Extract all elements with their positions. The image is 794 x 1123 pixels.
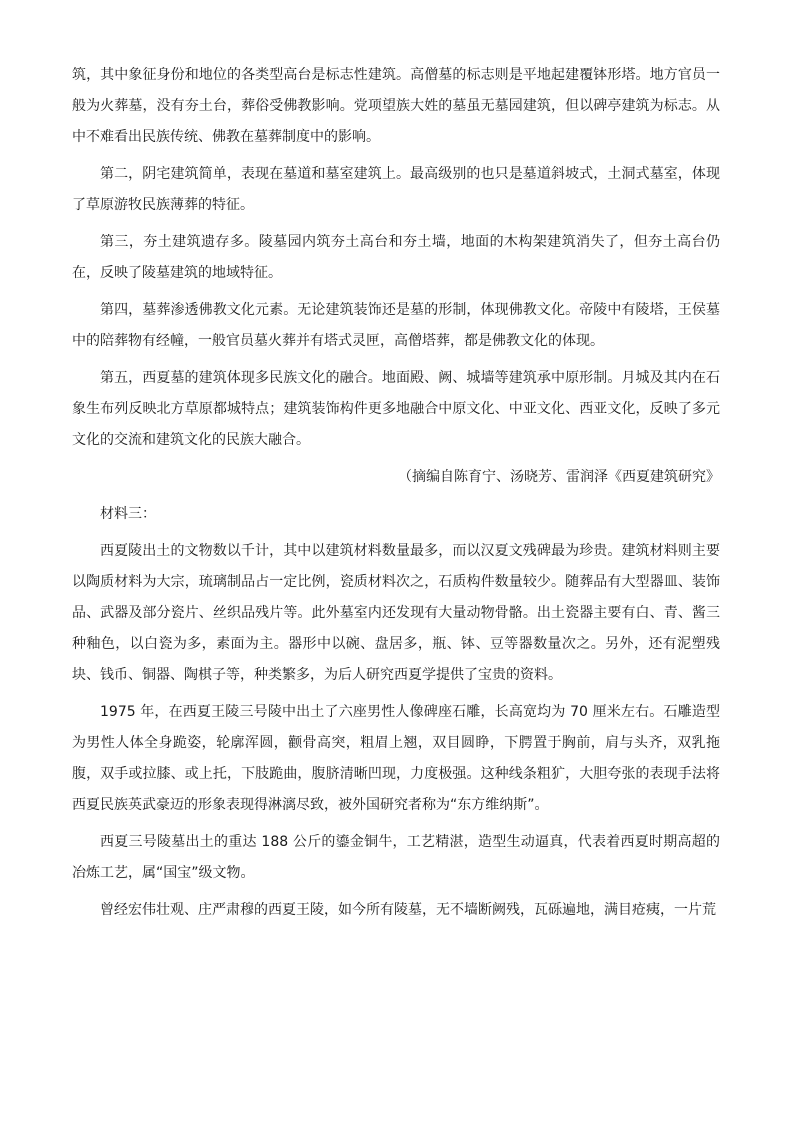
material-paragraph-ruins: 曾经宏伟壮观、庄严肃穆的西夏王陵，如今所有陵墓，无不墙断阙残，瓦砾遍地，满目疮痍，一片荒 — [100, 902, 716, 918]
paragraph-point-five: 第五，西夏墓的建筑体现多民族文化的融合。地面殿、阙、城墙等建筑承中原形制。月城及其内在石象生布列反映北方草原都城特点；建筑装饰构件更多地融合中原文化、中亚文化、西亚文化，反映了多元文化的交流和建筑文化的民族大融合。 — [72, 370, 720, 448]
paragraph-point-four: 第四，墓葬渗透佛教文化元素。无论建筑装饰还是墓的形制，体现佛教文化。帝陵中有陵塔，王侯墓中的陪葬物有经幢，一般官员墓火葬并有塔式灵匣，高僧塔葬，都是佛教文化的体现。 — [72, 302, 720, 349]
material-paragraph-artifacts: 西夏陵出土的文物数以千计，其中以建筑材料数量最多，而以汉夏文残碑最为珍贵。建筑材料则主要以陶质材料为大宗，琉璃制品占一定比例，瓷质材料次之，石质构件数量较少。随葬品有大型器皿、装饰品、武器及部分瓷片、丝织品残片等。此外墓室内还发现有大量动物骨骼。出土瓷器主要有白、青、酱三种釉色，以白瓷为多，素面为主。器形中以碗、盘居多，瓶、钵、豆等器数量次之。另外，还有泥塑残块、钱币、铜器、陶棋子等，种类繁多，为后人研究西夏学提供了宝贵的资料。 — [72, 543, 720, 683]
paragraph-point-two: 第二，阴宅建筑简单，表现在墓道和墓室建筑上。最高级别的也只是墓道斜坡式，土洞式墓室，体现了草原游牧民族薄葬的特征。 — [72, 166, 720, 213]
source-citation: （摘编自陈育宁、汤晓芳、雷润泽《西夏建筑研究》 — [398, 469, 720, 485]
material-three-label: 材料三： — [100, 506, 156, 522]
material-paragraph-bronze-ox: 西夏三号陵墓出土的重达 188 公斤的鎏金铜牛，工艺精湛，造型生动逼真，代表着西夏时期高超的冶炼工艺，属“国宝”级文物。 — [72, 834, 720, 881]
document-page — [72, 60, 720, 932]
paragraph-continuation: 筑，其中象征身份和地位的各类型高台是标志性建筑。高僧墓的标志则是平地起建覆钵形塔。地方官员一般为火葬墓，没有夯土台，葬俗受佛教影响。党项望族大姓的墓虽无墓园建筑，但以碑亭建筑为标志。从中不难看出民族传统、佛教在墓葬制度中的影响。 — [72, 67, 720, 145]
paragraph-point-three: 第三，夯土建筑遗存多。陵墓园内筑夯土高台和夯土墙，地面的木构架建筑消失了，但夯土高台仍在，反映了陵墓建筑的地域特征。 — [72, 234, 720, 281]
material-paragraph-stone-carvings: 1975 年，在西夏王陵三号陵中出土了六座男性人像碑座石雕，长高宽均为 70 厘米左右。石雕造型为男性人体全身跪姿，轮廓浑圆，颧骨高突，粗眉上翘，双目圆睁，下腭置于胸前，肩与头齐，双乳拖腹，双手或拉膝、或上托，下肢跪曲，腹脐清晰凹现，力度极强。这种线条粗犷，大胆夸张的表现手法将西夏民族英武豪迈的形象表现得淋漓尽致，被外国研究者称为“东方维纳斯”。 — [72, 704, 720, 813]
